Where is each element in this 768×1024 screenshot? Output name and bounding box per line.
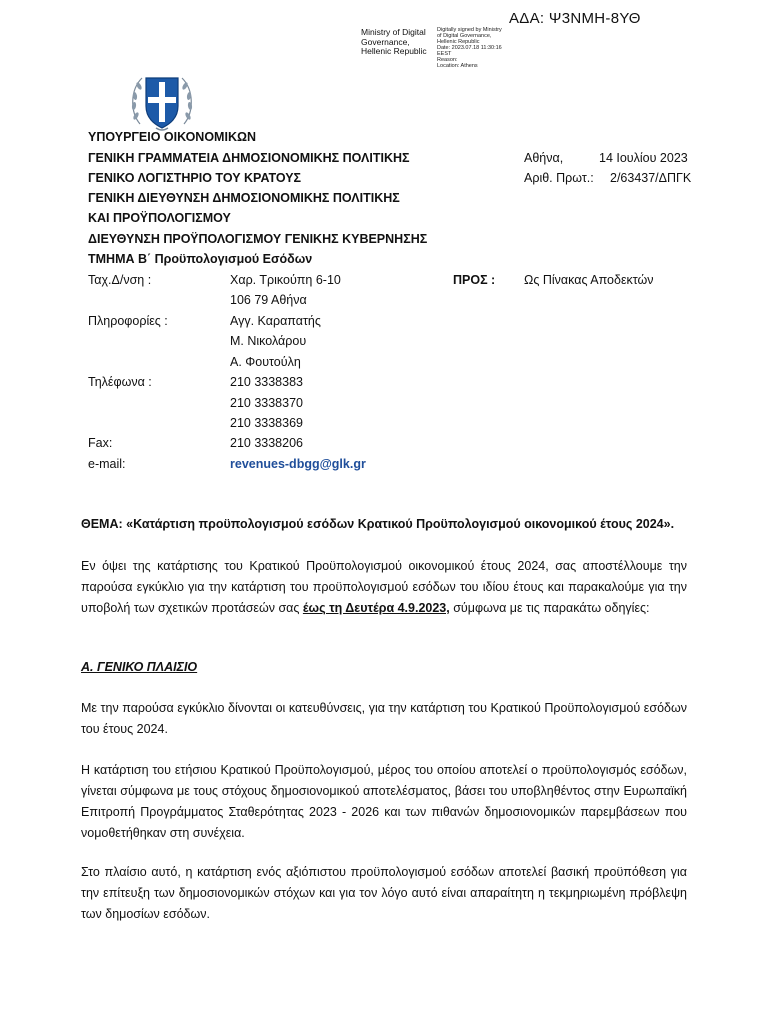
header-general-directorate: ΓΕΝΙΚΗ ΔΙΕΥΘΥΝΣΗ ΔΗΜΟΣΙΟΝΟΜΙΚΗΣ ΠΟΛΙΤΙΚΗΣ bbox=[88, 191, 400, 205]
signature-stamp-label bbox=[361, 28, 441, 57]
phone-1: 210 3338383 bbox=[230, 375, 303, 389]
fax-label: Fax: bbox=[88, 436, 113, 450]
subject-line: ΘΕΜΑ: «Κατάρτιση προϋπολογισμού εσόδων Κρατικού Προϋπολογισμού οικονομικού έτους 2024». bbox=[81, 517, 675, 531]
signature-line: Governance, bbox=[361, 36, 410, 47]
ada-code: ΑΔΑ: Ψ3ΝΜΗ-8ΥΘ bbox=[509, 10, 641, 27]
to-label: ΠΡΟΣ : bbox=[453, 273, 496, 287]
deadline-text: έως τη Δευτέρα 4.9.2023, bbox=[302, 601, 450, 615]
intro-text: Εν όψει της κατάρτισης του Κρατικού Προϋπολογισμού οικονομικού έτους 2024, σας αποστέλλουμε την παρούσα εγκύκλιο για την κατάρτιση του προϋπολογισμού εσόδων του ιδίου έτους και παρακαλούμε για την υποβολή των σχετικών προτάσεών σας bbox=[81, 559, 687, 615]
signature-detail: Digitally signed by Ministry bbox=[437, 27, 502, 33]
paragraph-2: Η κατάρτιση του ετήσιου Κρατικού Προϋπολογισμού, μέρος του οποίου αποτελεί ο προϋπολογισμός εσόδων, γίνεται σύμφωνα με τους στόχους δημοσιονομικού αποτελέσματος, βάσει του υποβληθέντος στην Ευρωπαϊκή Επιτροπή Προγράμματος Σταθερότητας 2023 - 2026 και των πιθανών δημοσιονομικών παρεμβάσεων που νομοθετήθηκαν στη συνέχεια. bbox=[81, 763, 687, 840]
signature-detail: Hellenic Republic bbox=[437, 39, 480, 45]
address-line-2: 106 79 Αθήνα bbox=[230, 293, 307, 307]
info-label: Πληροφορίες : bbox=[88, 314, 168, 328]
signature-line: Hellenic Republic bbox=[361, 46, 427, 56]
signature-detail: Reason: bbox=[437, 57, 458, 63]
email-label: e-mail: bbox=[88, 457, 126, 471]
signature-detail: Date: 2023.07.18 11:30:16 bbox=[437, 45, 502, 51]
signature-detail: of Digital Governance, bbox=[437, 33, 492, 39]
protocol-number: 2/63437/ΔΠΓΚ bbox=[610, 171, 692, 185]
signature-detail: EEST bbox=[437, 51, 452, 57]
address-label: Ταχ.Δ/νση : bbox=[88, 273, 152, 287]
intro-paragraph bbox=[81, 556, 687, 619]
protocol-label: Αριθ. Πρωτ.: bbox=[524, 171, 594, 185]
phone-2: 210 3338370 bbox=[230, 396, 303, 410]
date: 14 Ιουλίου 2023 bbox=[599, 151, 688, 165]
header-general-directorate-cont: ΚΑΙ ΠΡΟΫΠΟΛΟΓΙΣΜΟΥ bbox=[88, 211, 231, 225]
paragraph-1: Με την παρούσα εγκύκλιο δίνονται οι κατευθύνσεις, για την κατάρτιση του Κρατικού Προϋπολογισμού εσόδων του έτους 2024. bbox=[81, 701, 687, 736]
fax-number: 210 3338206 bbox=[230, 436, 303, 450]
address-line-1: Χαρ. Τρικούπη 6-10 bbox=[230, 273, 341, 287]
signature-line: Ministry of Digital bbox=[361, 27, 426, 37]
email-link[interactable]: revenues-dbgg@glk.gr bbox=[230, 457, 366, 471]
contact-person-2: Μ. Νικολάρου bbox=[230, 334, 307, 348]
header-general-secretariat: ΓΕΝΙΚΗ ΓΡΑΜΜΑΤΕΙΑ ΔΗΜΟΣΙΟΝΟΜΙΚΗΣ ΠΟΛΙΤΙΚΗΣ bbox=[88, 151, 410, 165]
contact-person-1: Αγγ. Καραπατής bbox=[230, 314, 321, 328]
intro-text-end: σύμφωνα με τις παρακάτω οδηγίες: bbox=[449, 601, 650, 615]
header-department: ΤΜΗΜΑ Β΄ Προϋπολογισμού Εσόδων bbox=[88, 252, 313, 266]
header-directorate: ΔΙΕΥΘΥΝΣΗ ΠΡΟΫΠΟΛΟΓΙΣΜΟΥ ΓΕΝΙΚΗΣ ΚΥΒΕΡΝΗΣΗΣ bbox=[88, 232, 428, 246]
section-a-title: Α. ΓΕΝΙΚΟ ΠΛΑΙΣΙΟ bbox=[81, 660, 198, 674]
contact-person-3: Α. Φουτούλη bbox=[230, 355, 301, 369]
paragraph-3: Στο πλαίσιο αυτό, η κατάρτιση ενός αξιόπιστου προϋπολογισμού εσόδων αποτελεί βασική προϋπόθεση για την επίτευξη των δημοσιονομικών στόχων και για τον λόγο αυτό είναι απαραίτητη η τεκμηριωμένη πρόβλεψη των δημοσίων εσόδων. bbox=[81, 865, 687, 921]
signature-detail: Location: Athens bbox=[437, 63, 478, 69]
header-accounting-office: ΓΕΝΙΚΟ ΛΟΓΙΣΤΗΡΙΟ ΤΟΥ ΚΡΑΤΟΥΣ bbox=[88, 171, 302, 185]
phone-3: 210 3338369 bbox=[230, 416, 303, 430]
to-value: Ως Πίνακας Αποδεκτών bbox=[524, 273, 654, 287]
place: Αθήνα, bbox=[524, 151, 564, 165]
header-ministry: ΥΠΟΥΡΓΕΙΟ ΟΙΚΟΝΟΜΙΚΩΝ bbox=[88, 130, 257, 144]
phone-label: Τηλέφωνα : bbox=[88, 375, 152, 389]
signature-stamp-details bbox=[437, 27, 517, 69]
